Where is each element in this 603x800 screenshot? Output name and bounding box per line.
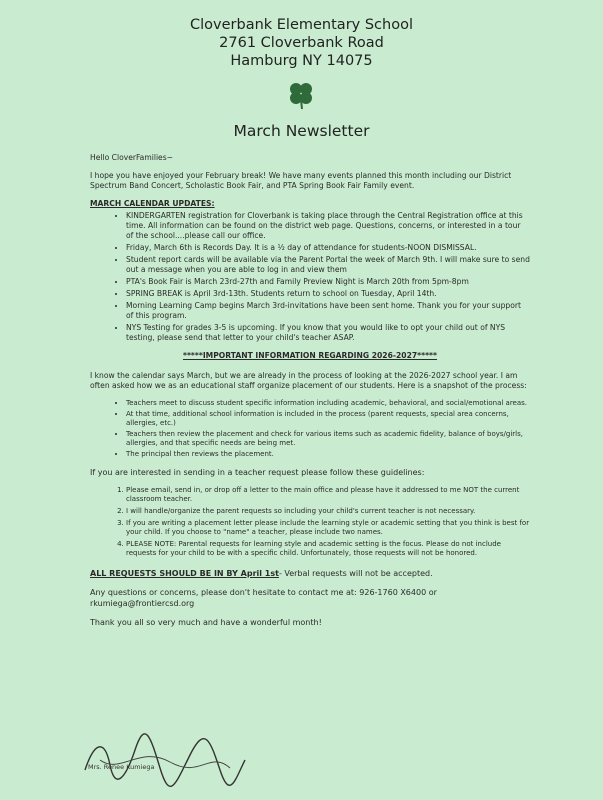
list-item: • Teachers then review the placement and check for various items such as academic fidelity, balance of boys/girls, allergies, and that specific needs are being met. [126,430,530,448]
newsletter-body [90,153,530,636]
signature-image [80,730,250,790]
greeting: Hello CloverFamilies~ [90,153,174,162]
important-heading: *****IMPORTANT INFORMATION REGARDING 2026-2027***** [182,351,437,360]
intro-paragraph: I hope you have enjoyed your February break! We have many events planned this month including our District Spectrum Band Concert, Scholastic Book Fair, and PTA Spring Book Fair Family event. [90,171,512,190]
list-item: • KINDERGARTEN registration for Cloverbank is taking place through the Central Registration office at this time. All information can be found on the district web page. Questions, concerns, or interested in a tour of the school....please call our office. [126,211,530,241]
deadline-bold: ALL REQUESTS SHOULD BE IN BY April 1st [90,569,279,578]
deadline-line [90,568,530,579]
list-item: • Morning Learning Camp begins March 3rd-invitations have been sent home. Thank you for your support of this program. [126,301,530,321]
list-item: 4. PLEASE NOTE: Parental requests for learning style and academic setting is the focus. Please do not include requests for your child to be with a specific child. Unfortunately, those requests will not be honored. [126,540,530,558]
list-item: • The principal then reviews the placement. [126,450,530,459]
list-item: 3. If you are writing a placement letter please include the learning style or academic setting that you think is best for your child. If you choose to "name" a teacher, please include two names. [126,519,530,537]
list-item: • PTA's Book Fair is March 23rd-27th and Family Preview Night is March 20th from 5pm-8pm [126,277,530,287]
important-intro: I know the calendar says March, but we are already in the process of looking at the 2026-2027 school year. I am often asked how we as an educational staff organize placement of our students. Here is a snapshot of the process: [90,371,527,390]
list-item: • SPRING BREAK is April 3rd-13th. Students return to school on Tuesday, April 14th. [126,289,530,299]
calendar-list [90,211,530,343]
school-address-line2: Hamburg NY 14075 [230,53,373,69]
shamrock-icon [286,80,316,110]
list-item: • Student report cards will be available via the Parent Portal the week of March 9th. I will make sure to send out a message when you are able to log in and view them [126,255,530,275]
list-item: • NYS Testing for grades 3-5 is upcoming. If you know that you would like to opt your child out of NYS testing, please send that letter to your child's teacher ASAP. [126,323,530,343]
list-item: • Friday, March 6th is Records Day. It is a ½ day of attendance for students-NOON DISMISSAL. [126,243,530,253]
newsletter-title: March Newsletter [233,122,370,140]
calendar-heading: MARCH CALENDAR UPDATES: [90,199,215,208]
signer-name: Mrs. Renee Kumiega [88,763,155,771]
deadline-rest: - Verbal requests will not be accepted. [278,569,433,578]
school-name: Cloverbank Elementary School [190,17,413,33]
request-guidelines [90,486,530,558]
closing-line: Thank you all so very much and have a wonderful month! [90,618,322,627]
letterhead [0,16,603,70]
request-intro: If you are interested in sending in a teacher request please follow these guidelines: [90,468,425,477]
process-list [90,399,530,459]
list-item: • At that time, additional school information is included in the process (parent requests, special area concerns, allergies, etc.) [126,410,530,428]
list-item: • Teachers meet to discuss student specific information including academic, behavioral, and social/emotional areas. [126,399,530,408]
school-address-line1: 2761 Cloverbank Road [219,35,384,51]
list-item: 1. Please email, send in, or drop off a letter to the main office and please have it addressed to me NOT the current classroom teacher. [126,486,530,504]
list-item: 2. I will handle/organize the parent requests so including your child's current teacher is not necessary. [126,507,530,516]
contact-line: Any questions or concerns, please don't hesitate to contact me at: 926-1760 X6400 or rkumiega@frontiercsd.org [90,588,437,608]
